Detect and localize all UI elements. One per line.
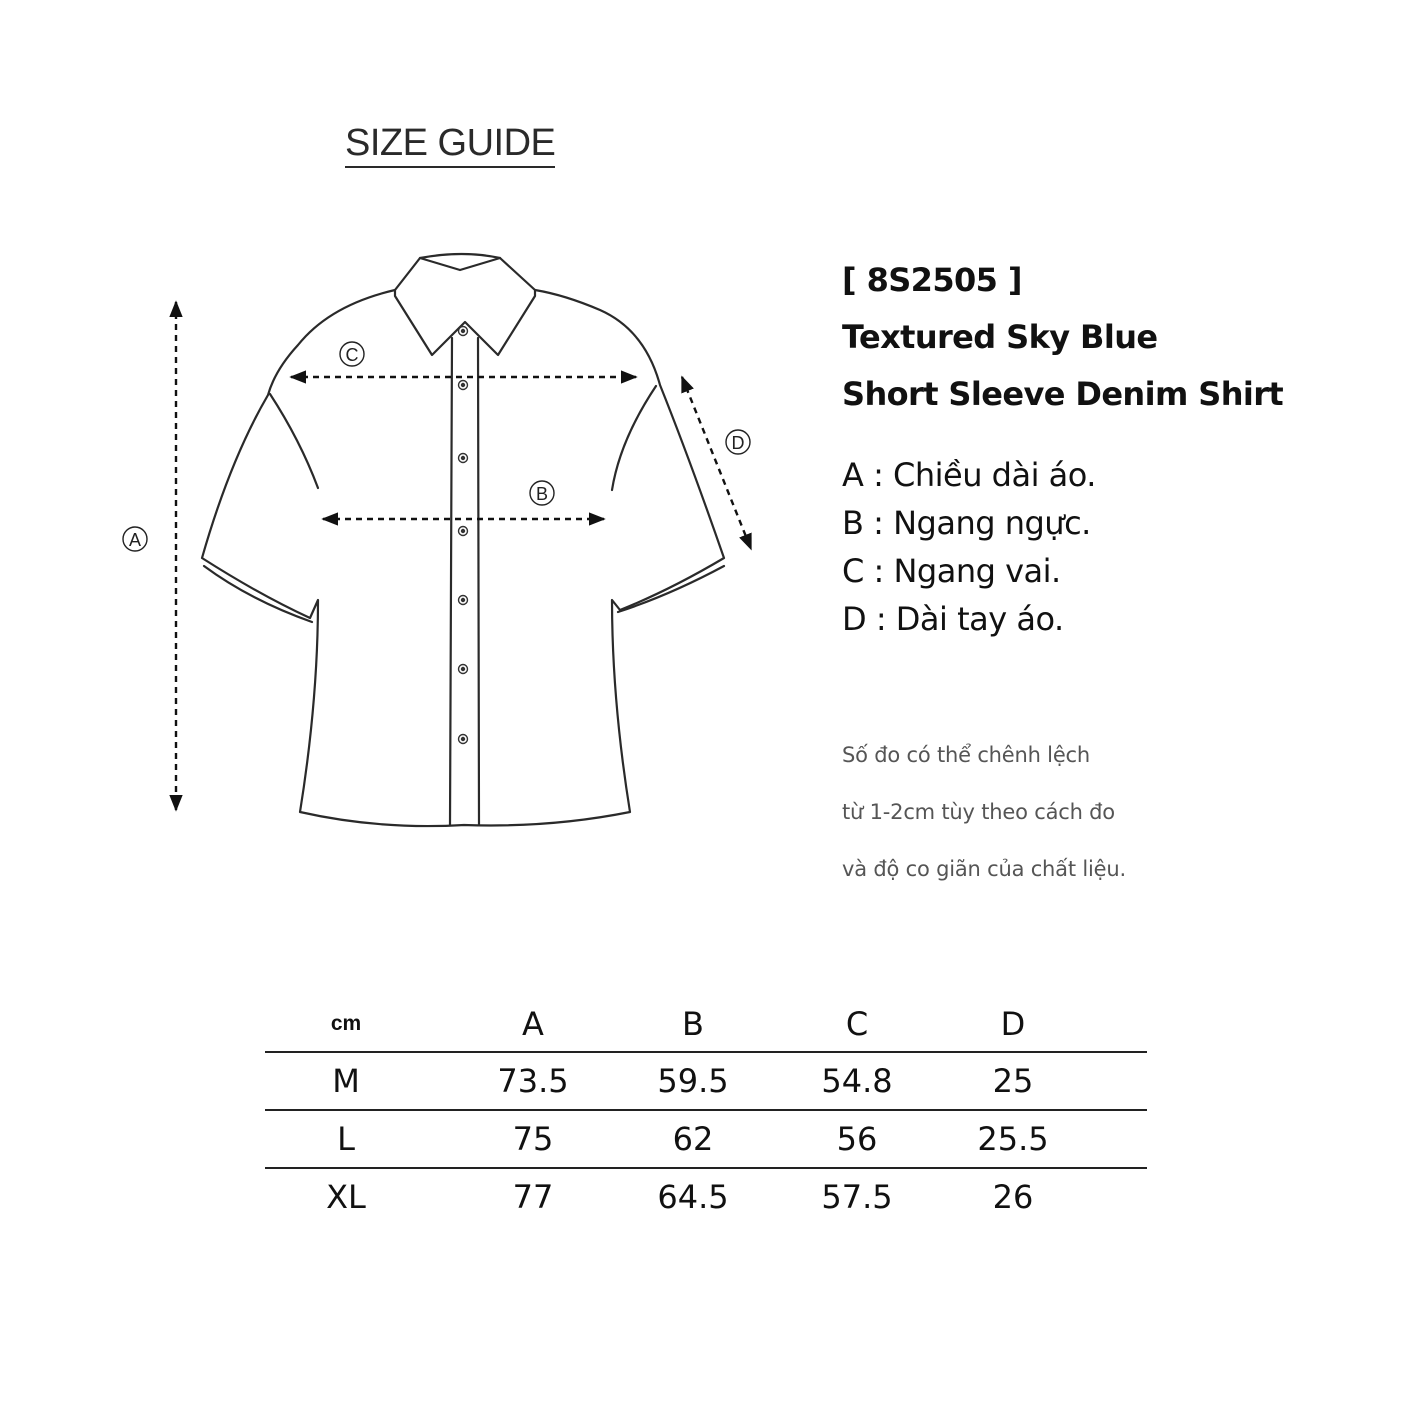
size-label: XL bbox=[265, 1168, 427, 1225]
table-row bbox=[265, 1110, 1147, 1168]
legend-item-b: B : Ngang ngực. bbox=[842, 504, 1091, 542]
table-cell: 56 bbox=[747, 1110, 967, 1168]
measure-lines bbox=[176, 302, 751, 810]
table-cell-empty bbox=[1059, 1110, 1147, 1168]
table-cell-empty bbox=[1059, 1052, 1147, 1110]
measurement-note bbox=[842, 727, 1362, 898]
table-cell: 57.5 bbox=[747, 1168, 967, 1225]
legend-item-c: C : Ngang vai. bbox=[842, 552, 1061, 590]
svg-text:A: A bbox=[128, 530, 142, 550]
table-cell: 62 bbox=[639, 1110, 747, 1168]
svg-text:B: B bbox=[535, 484, 549, 504]
product-name-line-1: Textured Sky Blue bbox=[842, 318, 1158, 356]
svg-text:C: C bbox=[345, 345, 359, 365]
empty-header bbox=[1059, 997, 1147, 1052]
unit-header: cm bbox=[330, 1012, 362, 1035]
column-header-c: C bbox=[845, 1005, 869, 1043]
table-cell: 59.5 bbox=[639, 1052, 747, 1110]
measure-label-d bbox=[726, 430, 750, 454]
table-cell: 25 bbox=[967, 1052, 1059, 1110]
table-row bbox=[265, 1052, 1147, 1110]
product-info bbox=[842, 252, 1362, 898]
measure-d-line bbox=[682, 377, 751, 549]
buttons bbox=[459, 327, 468, 744]
size-table-header bbox=[265, 997, 1147, 1052]
size-label: M bbox=[265, 1052, 427, 1110]
table-row bbox=[265, 1168, 1147, 1225]
product-name-line-2: Short Sleeve Denim Shirt bbox=[842, 375, 1284, 413]
column-header-b: B bbox=[682, 1005, 704, 1043]
table-cell: 75 bbox=[427, 1110, 639, 1168]
legend-item-d: D : Dài tay áo. bbox=[842, 600, 1064, 638]
measure-label-b bbox=[530, 481, 554, 505]
table-cell: 77 bbox=[427, 1168, 639, 1225]
product-code: [ 8S2505 ] bbox=[842, 261, 1022, 299]
note-line-3: và độ co giãn của chất liệu. bbox=[842, 857, 1126, 881]
table-cell: 73.5 bbox=[427, 1052, 639, 1110]
svg-text:D: D bbox=[731, 433, 745, 453]
table-cell: 25.5 bbox=[967, 1110, 1059, 1168]
measurement-legend bbox=[842, 451, 1362, 643]
table-cell-empty bbox=[1059, 1168, 1147, 1225]
page-title: SIZE GUIDE bbox=[345, 120, 555, 168]
size-label: L bbox=[265, 1110, 427, 1168]
note-line-2: từ 1-2cm tùy theo cách đo bbox=[842, 800, 1115, 824]
measure-label-a bbox=[123, 527, 147, 551]
column-header-a: A bbox=[522, 1005, 544, 1043]
note-line-1: Số đo có thể chênh lệch bbox=[842, 743, 1090, 767]
table-cell: 54.8 bbox=[747, 1052, 967, 1110]
column-header-d: D bbox=[1000, 1005, 1026, 1043]
size-table bbox=[265, 997, 1147, 1225]
measure-label-c bbox=[340, 342, 364, 366]
table-cell: 64.5 bbox=[639, 1168, 747, 1225]
legend-item-a: A : Chiều dài áo. bbox=[842, 456, 1096, 494]
table-cell: 26 bbox=[967, 1168, 1059, 1225]
